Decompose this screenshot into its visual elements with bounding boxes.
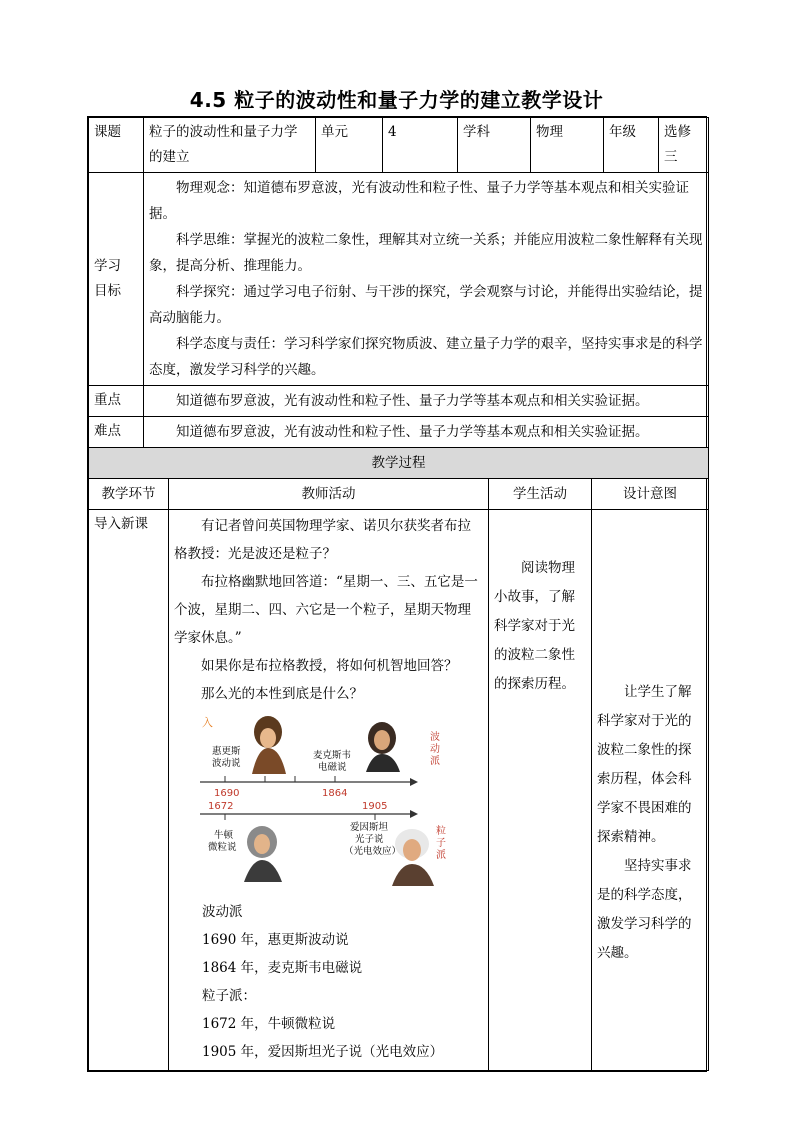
timeline-svg (200, 714, 462, 892)
process-column-headers (89, 479, 709, 510)
difficulty-value: 知道德布罗意波，光有波动性和粒子性、量子力学等基本观点和相关实验证据。 (176, 424, 649, 440)
teacher-activity (169, 510, 489, 1071)
year-label: 1672 (208, 801, 234, 812)
subject-label: 学科 (458, 118, 531, 173)
key-point-label: 重点 (89, 386, 144, 417)
goal-item: 科学探究：通过学习电子衍射、与干涉的探究，学会观察与讨论，并能得出实验结论，提高动脑能力。 (149, 284, 703, 326)
goals-label-line1: 学习 (94, 258, 121, 274)
goals-content (144, 173, 709, 386)
einstein-theory: 光子说 (355, 834, 384, 845)
process-table (88, 447, 709, 1071)
einstein-note: （光电效应） (344, 846, 402, 857)
process-header: 教学过程 (89, 448, 709, 479)
wave-school-char: 派 (430, 756, 440, 767)
col-teacher: 教师活动 (169, 479, 489, 510)
goals-label-line2: 目标 (94, 283, 121, 299)
info-table (88, 117, 709, 448)
goals-row (89, 173, 709, 386)
teacher-list-item: 波动派 (202, 904, 243, 920)
process-row (89, 510, 709, 1071)
year-label: 1864 (322, 788, 348, 799)
col-stage: 教学环节 (89, 479, 169, 510)
bottom-axis-arrow (410, 810, 418, 818)
grade-label: 年级 (604, 118, 659, 173)
goal-item: 科学思维：掌握光的波粒二象性，理解其对立统一关系；并能应用波粒二象性解释有关现象，提高分析、推理能力。 (149, 232, 703, 274)
particle-school-label (436, 824, 449, 861)
top-axis-arrow (410, 778, 418, 786)
einstein-name: 爱因斯坦 (350, 822, 389, 833)
teacher-list-item: 1864 年，麦克斯韦电磁说 (202, 960, 363, 976)
page-title: 4.5 粒子的波动性和量子力学的建立教学设计 (189, 88, 604, 112)
teacher-paragraph: 布拉格幽默地回答道：“星期一、三、五它是一个波，星期二、四、六它是一个粒子，星期天物理学家休息。” (174, 574, 478, 646)
col-intent: 设计意图 (592, 479, 709, 510)
maxwell-theory: 电磁说 (318, 762, 347, 773)
particle-school-char: 派 (436, 850, 446, 861)
goals-label (89, 173, 144, 386)
teacher-list-item: 1690 年，惠更斯波动说 (202, 932, 349, 948)
info-row (89, 118, 709, 173)
newton-theory: 微粒说 (208, 842, 237, 853)
design-intent (592, 510, 709, 1071)
year-label: 1905 (362, 801, 388, 812)
wave-school-char: 动 (430, 744, 440, 755)
subject-value: 物理 (531, 118, 604, 173)
particle-school-char: 粒 (436, 826, 446, 837)
wave-school-char: 波 (430, 732, 440, 743)
teacher-list-item: 1672 年，牛顿微粒说 (202, 1016, 336, 1032)
maxwell-portrait (366, 722, 400, 772)
newton-portrait (244, 826, 282, 882)
key-point-value: 知道德布罗意波，光有波动性和粒子性、量子力学等基本观点和相关实验证据。 (176, 393, 649, 409)
light-theory-timeline-diagram (200, 714, 462, 892)
unit-value: 4 (383, 118, 458, 173)
huygens-theory: 波动说 (212, 758, 241, 769)
key-point-text (144, 386, 709, 417)
maxwell-name: 麦克斯韦 (313, 750, 352, 761)
goal-item: 物理观念：知道德布罗意波，光有波动性和粒子性、量子力学等基本观点和相关实验证据。 (149, 180, 689, 222)
difficulty-text (144, 417, 709, 448)
difficulty-label: 难点 (89, 417, 144, 448)
year-label: 1690 (214, 788, 240, 799)
teacher-paragraph: 那么光的本性到底是什么？ (201, 686, 363, 702)
student-activity (489, 510, 592, 1071)
unit-label: 单元 (316, 118, 383, 173)
wave-school-label (430, 730, 443, 767)
design-intent-text-1: 让学生了解科学家对于光的波粒二象性的探索历程，体会科学家不畏困难的探索精神。 (597, 684, 692, 845)
newton-name: 牛顿 (214, 830, 234, 841)
intro-mark: 入 (202, 716, 213, 729)
stage-name: 导入新课 (89, 510, 169, 1071)
student-activity-text: 阅读物理小故事，了解科学家对于光的波粒二象性的探索历程。 (494, 560, 575, 692)
design-intent-text-2: 坚持实事求是的科学态度，激发学习科学的兴趣。 (597, 858, 692, 961)
huygens-name: 惠更斯 (212, 746, 241, 757)
grade-value: 选修三 (659, 118, 709, 173)
course-value: 粒子的波动性和量子力学的建立 (144, 118, 316, 173)
course-label: 课题 (89, 118, 144, 173)
huygens-portrait (252, 716, 286, 774)
teacher-list-item: 1905 年，爱因斯坦光子说（光电效应） (202, 1044, 444, 1060)
einstein-portrait (392, 829, 434, 886)
difficulty-row (89, 417, 709, 448)
key-point-row (89, 386, 709, 417)
col-student: 学生活动 (489, 479, 592, 510)
teacher-paragraph: 如果你是布拉格教授，将如何机智地回答？ (201, 658, 458, 674)
goal-item: 科学态度与责任：学习科学家们探究物质波、建立量子力学的艰辛，坚持实事求是的科学态度，激发学习科学的兴趣。 (149, 336, 703, 378)
particle-school-char: 子 (436, 838, 446, 849)
teacher-paragraph: 有记者曾问英国物理学家、诺贝尔获奖者布拉格教授：光是波还是粒子？ (174, 518, 471, 562)
teacher-list-item: 粒子派： (202, 988, 256, 1004)
lesson-plan-table (87, 116, 707, 1072)
